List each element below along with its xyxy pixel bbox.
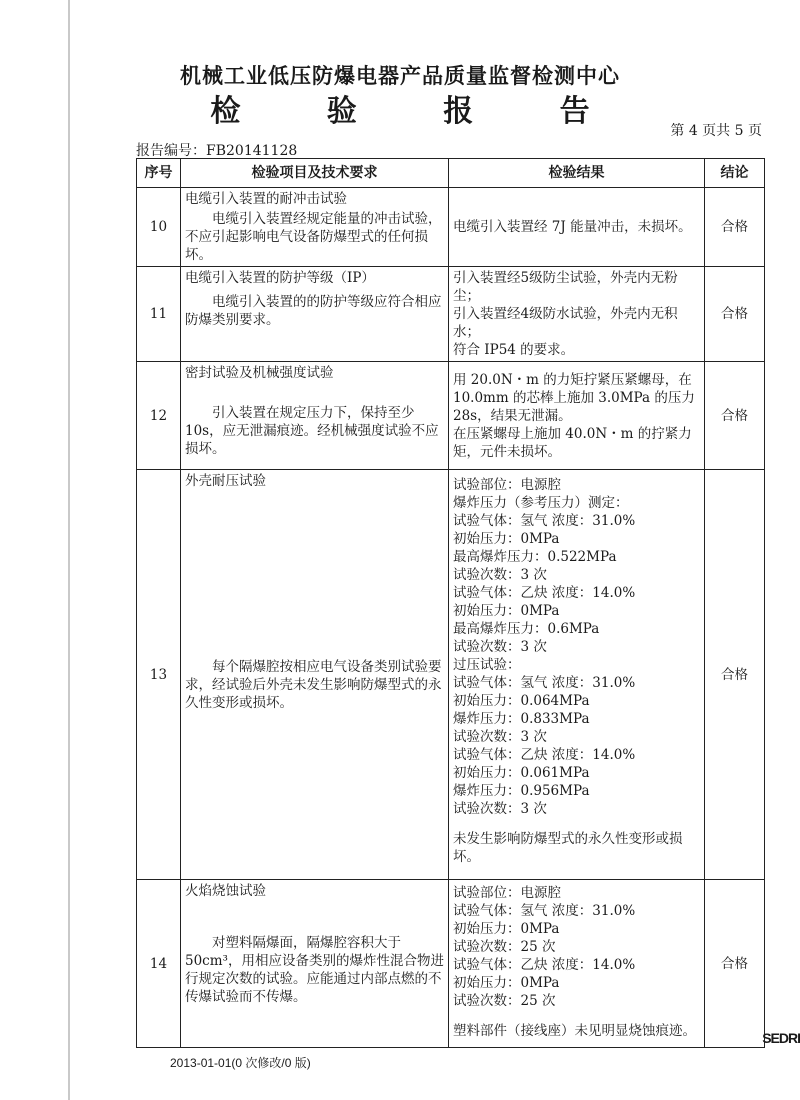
result-line: 符合 IP54 的要求。	[453, 342, 575, 358]
result-line: 爆炸压力：0.956MPa	[453, 783, 590, 799]
result-line: 最高爆炸压力：0.522MPa	[453, 549, 617, 565]
item-requirement: 对塑料隔爆面，隔爆腔容积大于 50cm³，用相应设备类别的爆炸性混合物进行规定次数的试验。应能通过内部点燃的不传爆试验而不传爆。	[185, 935, 444, 1005]
row-result	[449, 362, 705, 470]
result-line: 初始压力：0MPa	[453, 603, 560, 619]
organization-name: 机械工业低压防爆电器产品质量监督检测中心	[180, 63, 620, 88]
result-line: 初始压力：0.064MPa	[453, 693, 590, 709]
table-row	[137, 362, 765, 470]
result-line: 试验气体：乙炔 浓度：14.0%	[453, 747, 636, 763]
item-requirement: 引入装置在规定压力下，保持至少 10s，应无泄漏痕迹。经机械强度试验不应损坏。	[185, 405, 439, 457]
report-title: 检 验 报 告	[210, 94, 628, 129]
result-line: 试验次数：3 次	[453, 639, 547, 655]
row-serial-no: 13	[137, 470, 181, 880]
result-note: 未发生影响防爆型式的永久性变形或损坏。	[453, 831, 683, 865]
item-title: 外壳耐压试验	[185, 473, 266, 489]
result-line: 试验气体：乙炔 浓度：14.0%	[453, 585, 636, 601]
header-serial-no: 序号	[137, 159, 181, 188]
result-line: 试验次数：3 次	[453, 729, 547, 745]
row-conclusion: 合格	[705, 880, 765, 1048]
inspection-table	[136, 158, 765, 1048]
row-conclusion: 合格	[705, 362, 765, 470]
table-row	[137, 470, 765, 880]
row-result	[449, 470, 705, 880]
result-line: 初始压力：0MPa	[453, 531, 560, 547]
result-line: 试验部位：电源腔	[453, 477, 561, 493]
row-item	[181, 880, 449, 1048]
table-row	[137, 188, 765, 267]
header-inspection-result: 检验结果	[449, 159, 705, 188]
table-row	[137, 267, 765, 362]
row-serial-no: 11	[137, 267, 181, 362]
result-line: 试验气体：氢气 浓度：31.0%	[453, 903, 636, 919]
table-row	[137, 880, 765, 1048]
result-line: 试验次数：25 次	[453, 939, 556, 955]
row-serial-no: 10	[137, 188, 181, 267]
result-line: 用 20.0N・m 的力矩拧紧压紧螺母，在 10.0mm 的芯棒上施加 3.0MPa 的压力 28s，结果无泄漏。	[453, 371, 695, 424]
item-title: 火焰烧蚀试验	[185, 883, 266, 899]
result-line: 电缆引入装置经 7J 能量冲击，未损坏。	[453, 219, 692, 235]
result-line: 试验次数：25 次	[453, 993, 556, 1009]
result-line: 试验气体：乙炔 浓度：14.0%	[453, 957, 636, 973]
row-item	[181, 362, 449, 470]
header-inspection-item: 检验项目及技术要求	[181, 159, 449, 188]
result-line: 初始压力：0.061MPa	[453, 765, 590, 781]
header-conclusion: 结论	[705, 159, 765, 188]
result-line: 过压试验：	[453, 657, 521, 673]
row-result	[449, 267, 705, 362]
scan-edge	[68, 0, 70, 1100]
row-conclusion: 合格	[705, 188, 765, 267]
row-conclusion: 合格	[705, 267, 765, 362]
result-line: 引入装置经5级防尘试验，外壳内无粉尘；	[453, 270, 678, 304]
report-number: 报告编号：FB20141128	[136, 143, 298, 159]
result-line: 初始压力：0MPa	[453, 921, 560, 937]
item-requirement: 每个隔爆腔按相应电气设备类别试验要求，经试验后外壳未发生影响防爆型式的永久性变形或损坏。	[185, 659, 442, 711]
row-item	[181, 188, 449, 267]
item-requirement: 电缆引入装置经规定能量的冲击试验，不应引起影响电气设备防爆型式的任何损坏。	[185, 211, 442, 263]
result-note: 塑料部件（接线座）未见明显烧蚀痕迹。	[453, 1023, 696, 1039]
result-line: 试验次数：3 次	[453, 801, 547, 817]
item-title: 电缆引入装置的耐冲击试验	[185, 191, 347, 207]
result-line: 爆炸压力（参考压力）测定：	[453, 495, 629, 511]
result-line: 初始压力：0MPa	[453, 975, 560, 991]
form-version: 2013-01-01(0 次修改/0 版)	[170, 1056, 311, 1070]
result-line: 引入装置经4级防水试验，外壳内无积水；	[453, 306, 678, 340]
item-title: 电缆引入装置的防护等级（IP）	[185, 270, 375, 286]
row-item	[181, 470, 449, 880]
table-header-row	[137, 159, 765, 188]
row-conclusion: 合格	[705, 470, 765, 880]
result-line: 爆炸压力：0.833MPa	[453, 711, 590, 727]
sedri-logo: SEDRI	[762, 1030, 800, 1046]
item-title: 密封试验及机械强度试验	[185, 365, 334, 381]
item-requirement: 电缆引入装置的的防护等级应符合相应防爆类别要求。	[185, 294, 442, 328]
row-result	[449, 188, 705, 267]
result-line: 试验气体：氢气 浓度：31.0%	[453, 675, 636, 691]
row-serial-no: 14	[137, 880, 181, 1048]
result-line: 在压紧螺母上施加 40.0N・m 的拧紧力矩，元件未损坏。	[453, 425, 692, 460]
row-result	[449, 880, 705, 1048]
result-line: 试验次数：3 次	[453, 567, 547, 583]
result-line: 试验气体：氢气 浓度：31.0%	[453, 513, 636, 529]
row-serial-no: 12	[137, 362, 181, 470]
row-item	[181, 267, 449, 362]
page-number: 第 4 页共 5 页	[670, 123, 762, 139]
result-line: 最高爆炸压力：0.6MPa	[453, 621, 600, 637]
result-line: 试验部位：电源腔	[453, 885, 561, 901]
